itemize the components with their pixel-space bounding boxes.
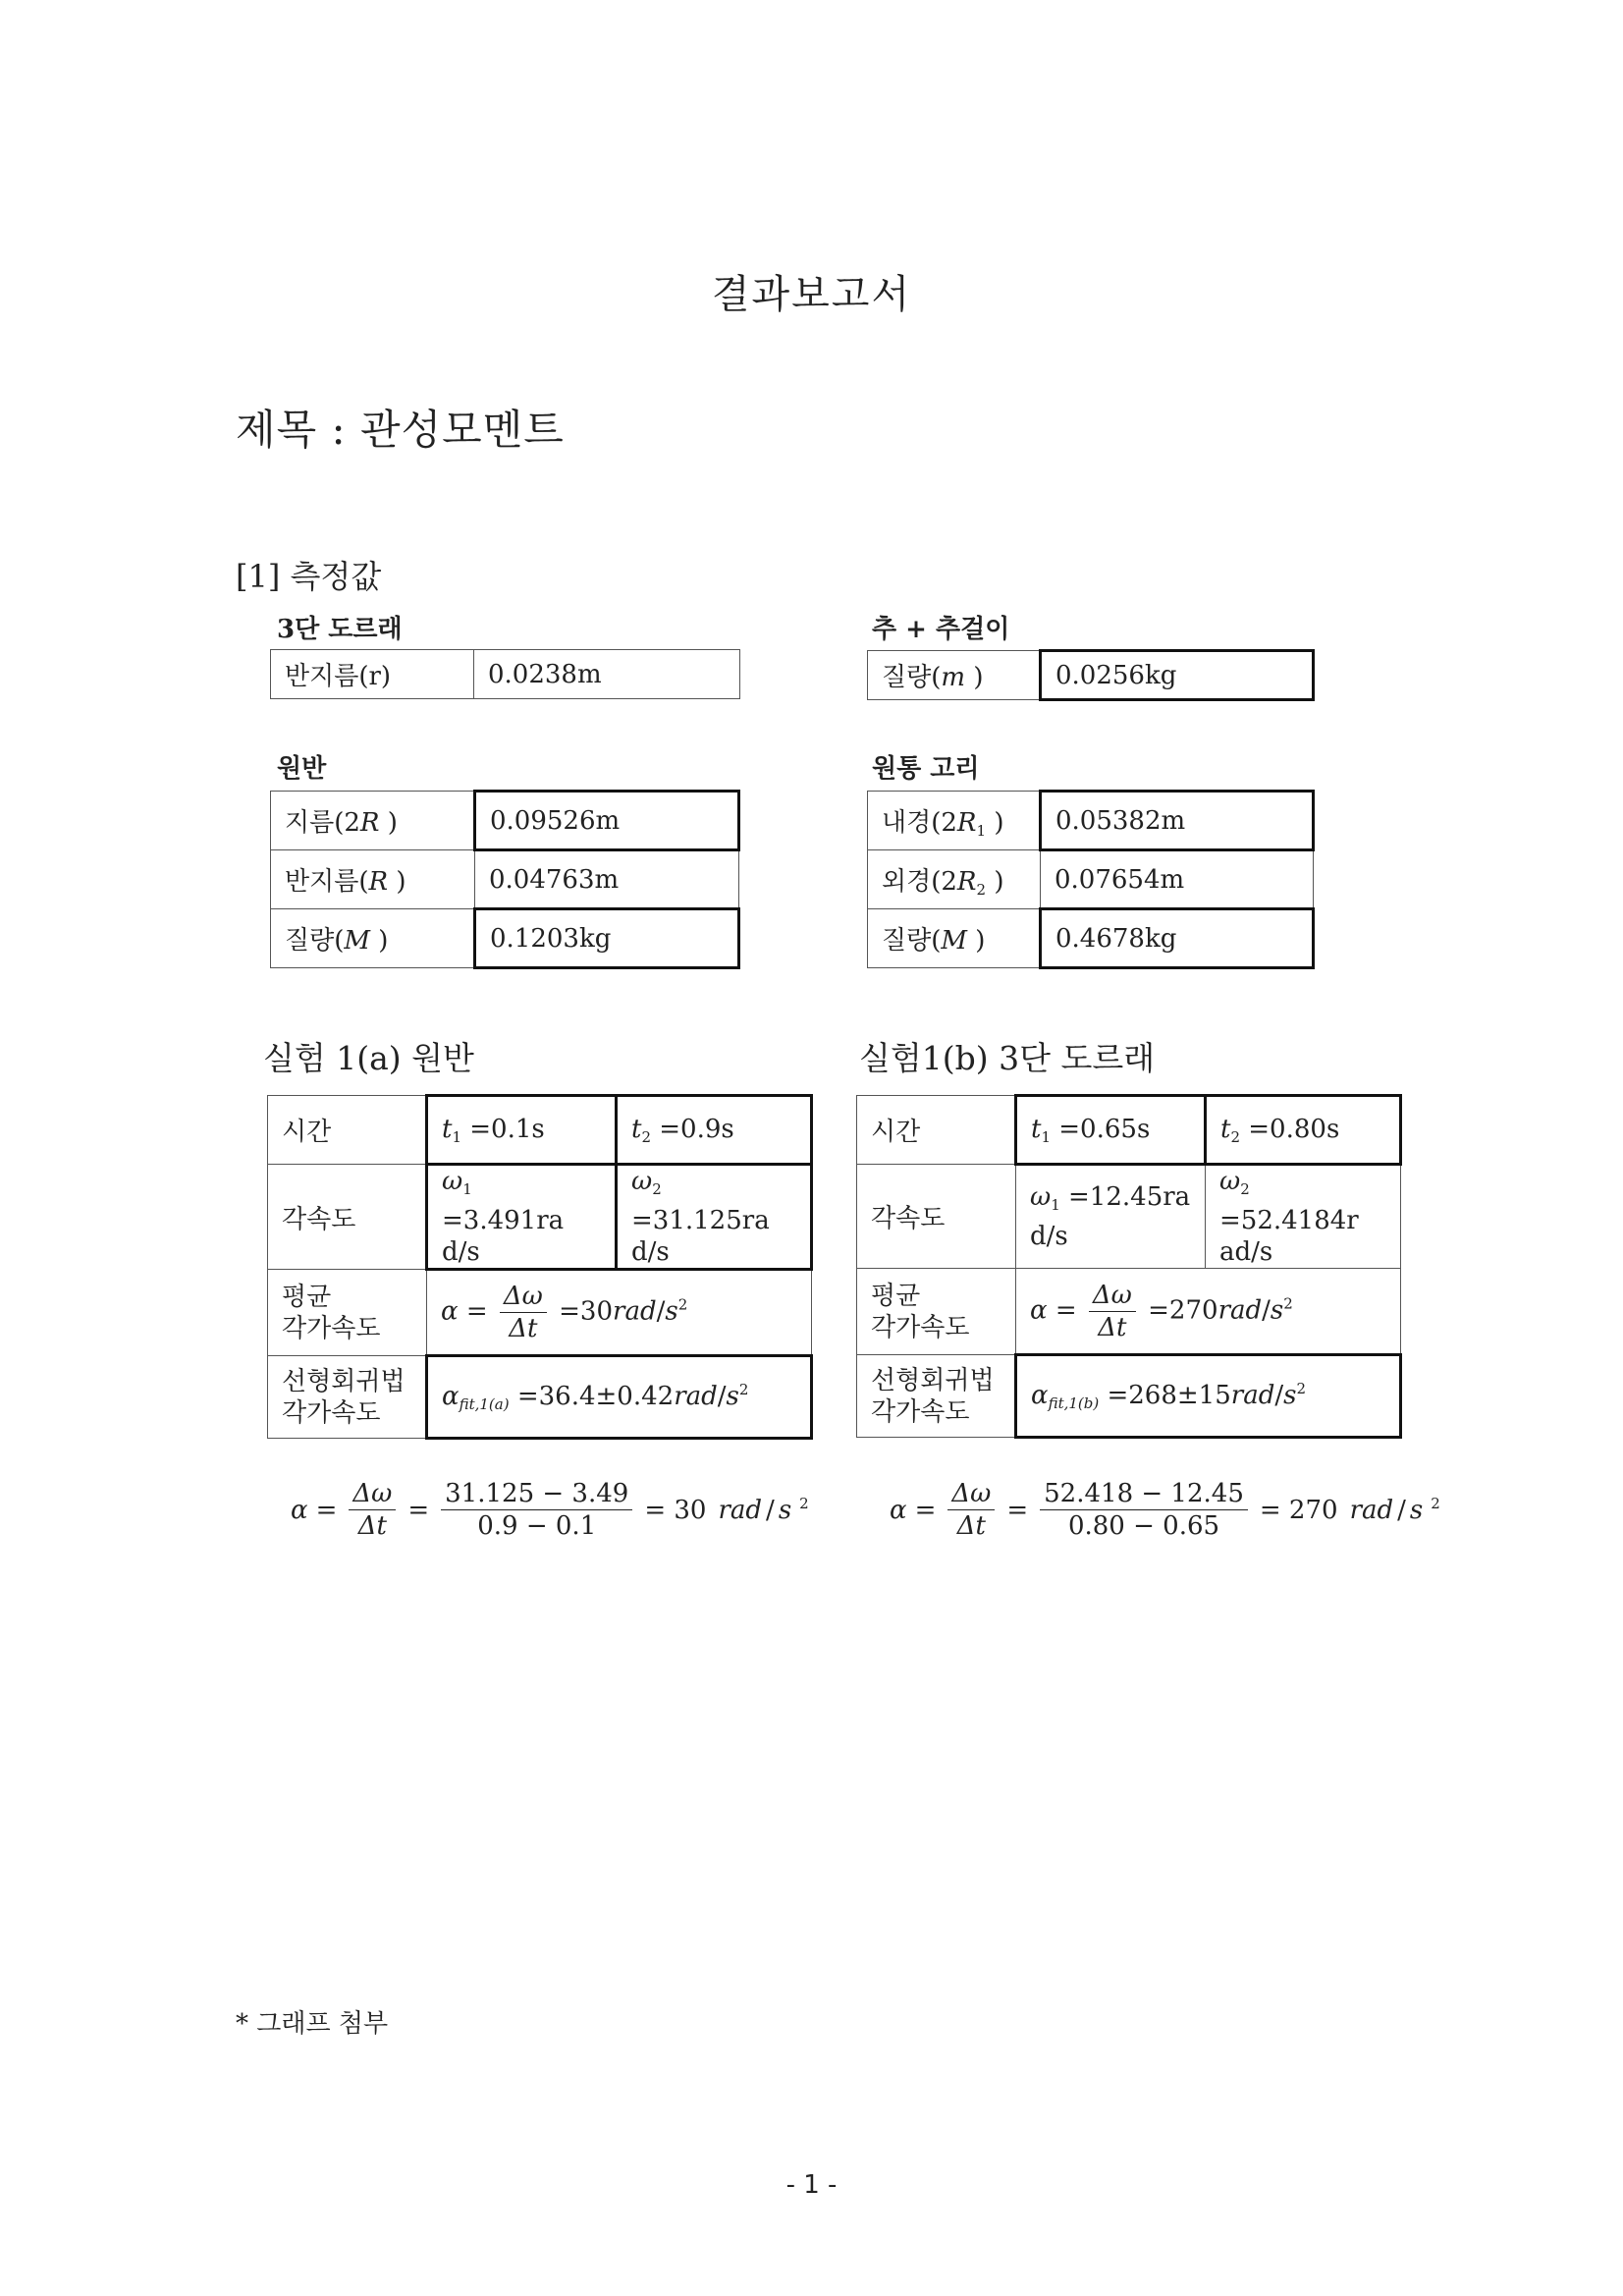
pulley-radius-value: 0.0238m xyxy=(474,650,740,699)
weight-label: 추 + 추걸이 xyxy=(872,615,1010,644)
exp1b-time-label: 시간 xyxy=(857,1096,1016,1165)
exp1a-w2: $\omega_2 =31.125ra$ d/s xyxy=(617,1165,812,1270)
exp1a-calc-denominator: 0.9 − 0.1 xyxy=(477,1511,597,1541)
exp1a-omega-label: 각속도 xyxy=(268,1165,427,1270)
ring-outer-name: 외경($2R_2$ ) xyxy=(868,850,1041,909)
exp1b-w1: $\omega_1 =12.45ra$ d/s xyxy=(1016,1165,1206,1269)
exp1b-avg-value: α = $\frac{\Delta\omega}{\Delta t}$ $=270rad/s^2$ xyxy=(1016,1269,1401,1355)
graph-attachment-note: * 그래프 첨부 xyxy=(236,2009,389,2039)
exp1b-title: 실험1(b) 3단 도르래 xyxy=(859,1039,1156,1077)
section-heading: [1] 측정값 xyxy=(236,558,382,595)
weight-mass-value: 0.0256kg xyxy=(1041,651,1314,700)
exp1b-calc-numerator: 52.418 − 12.45 xyxy=(1040,1478,1248,1510)
ring-inner-name: 내경($2R_1$ ) xyxy=(868,792,1041,850)
weight-mass-name: 질량(m ) xyxy=(868,651,1041,700)
ring-outer-value: 0.07654m xyxy=(1041,850,1314,909)
exp1a-avg-label: 평균 각가속도 xyxy=(268,1270,427,1356)
exp1a-fit-label: 선형회귀법 각가속도 xyxy=(268,1356,427,1439)
exp1b-table xyxy=(856,1094,1402,1439)
page-number: - 1 - xyxy=(785,2170,838,2200)
weight-table xyxy=(867,649,1315,701)
exp1a-fit-value: $\alpha_{fit,1(a)} =36.4\pm 0.42rad/s^2$ xyxy=(427,1356,812,1439)
exp1a-avg-value: α = $\frac{\Delta\omega}{\Delta t}$ $=30rad/s^2$ xyxy=(427,1270,812,1356)
exp1a-calc-result: = 30 xyxy=(644,1495,707,1525)
ring-table xyxy=(867,790,1315,969)
ring-mass-value: 0.4678kg xyxy=(1041,909,1314,968)
pulley-label: 3단 도르래 xyxy=(277,615,403,644)
disk-radius-name: 반지름(R ) xyxy=(271,850,475,909)
exp1b-calc-result: = 270 xyxy=(1259,1495,1338,1525)
exp1a-w1: $\omega_1 =3.491ra$ d/s xyxy=(427,1165,617,1270)
disk-mass-name: 질량(M ) xyxy=(271,909,475,968)
exp1b-omega-label: 각속도 xyxy=(857,1165,1016,1269)
exp1b-fit-value: $\alpha_{fit,1(b)} =268\pm 15rad/s^2$ xyxy=(1016,1355,1401,1438)
ring-inner-value: 0.05382m xyxy=(1041,792,1314,850)
disk-diameter-name: 지름(2R ) xyxy=(271,792,475,850)
exp1b-calc-denominator: 0.80 − 0.65 xyxy=(1067,1511,1220,1541)
exp1a-t2: $t_2 =0.9s$ xyxy=(617,1096,812,1165)
disk-table xyxy=(270,790,740,969)
exp1b-calculation: α = $\frac{\Delta\omega}{\Delta t}$ = $\frac{52.418 - 12.45}{0.80 - 0.65}$ = 270 rad / s $^2$ xyxy=(890,1479,1440,1541)
pulley-table xyxy=(270,649,740,699)
disk-radius-value: 0.04763m xyxy=(475,850,739,909)
exp1a-table xyxy=(267,1094,813,1440)
exp1a-time-label: 시간 xyxy=(268,1096,427,1165)
pulley-radius-name: 반지름(r) xyxy=(271,650,474,699)
subject-heading: 제목 : 관성모멘트 xyxy=(236,406,565,454)
disk-mass-value: 0.1203kg xyxy=(475,909,739,968)
document-title: 결과보고서 xyxy=(711,272,912,317)
ring-label: 원통 고리 xyxy=(872,754,980,784)
exp1a-title: 실험 1(a) 원반 xyxy=(263,1039,474,1077)
exp1b-w2: $\omega_2 =52.4184r$ ad/s xyxy=(1206,1165,1401,1269)
exp1b-t1: $t_1 =0.65s$ xyxy=(1016,1096,1206,1165)
disk-label: 원반 xyxy=(277,754,327,784)
exp1b-fit-label: 선형회귀법 각가속도 xyxy=(857,1355,1016,1438)
ring-mass-name: 질량(M ) xyxy=(868,909,1041,968)
exp1b-t2: $t_2 =0.80s$ xyxy=(1206,1096,1401,1165)
exp1b-avg-label: 평균 각가속도 xyxy=(857,1269,1016,1355)
disk-diameter-value: 0.09526m xyxy=(475,792,739,850)
exp1a-t1: $t_1 =0.1s$ xyxy=(427,1096,617,1165)
exp1a-calc-numerator: 31.125 − 3.49 xyxy=(441,1478,632,1510)
exp1a-calculation: α = $\frac{\Delta\omega}{\Delta t}$ = $\frac{31.125 - 3.49}{0.9 - 0.1}$ = 30 rad / s $^2$ xyxy=(291,1479,809,1541)
